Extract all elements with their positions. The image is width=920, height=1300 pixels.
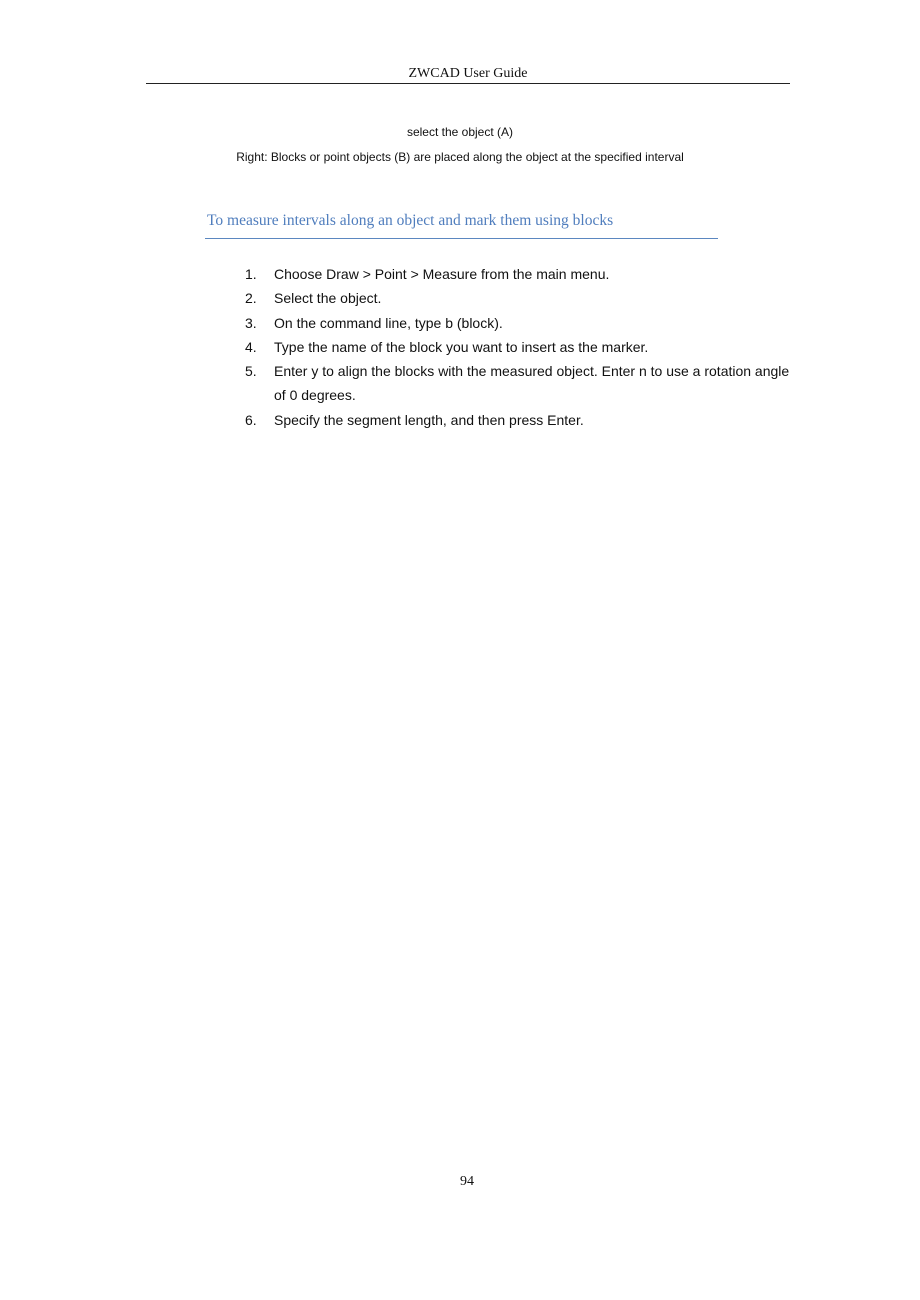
step-text: On the command line, type b (block).	[274, 314, 503, 331]
step-item	[240, 311, 792, 335]
step-text: Choose Draw > Point > Measure from the main menu.	[274, 266, 610, 282]
step-text: Specify the segment length, and then press Enter.	[274, 411, 584, 428]
step-number: 6.	[245, 411, 257, 428]
procedure-steps	[240, 262, 792, 432]
step-text: Type the name of the block you want to insert as the marker.	[274, 338, 649, 355]
step-item	[240, 335, 792, 359]
step-text: Enter y to align the blocks with the measured object. Enter n to use a rotation angle of 0 degrees.	[274, 363, 790, 404]
step-number: 2.	[245, 290, 257, 307]
page-number: 94	[460, 1174, 474, 1189]
figure-caption-line-2: Right: Blocks or point objects (B) are placed along the object at the specified interval	[236, 150, 684, 164]
step-text: Select the object.	[274, 290, 382, 307]
page-header	[146, 64, 790, 84]
step-number: 4.	[245, 338, 257, 355]
step-number: 1.	[245, 266, 257, 282]
document-title: ZWCAD User Guide	[408, 66, 528, 81]
step-number: 5.	[245, 363, 257, 380]
figure-caption-line-1: select the object (A)	[406, 125, 514, 139]
section-heading: To measure intervals along an object and mark them using blocks	[205, 210, 718, 239]
step-number: 3.	[245, 314, 257, 331]
step-item	[240, 359, 792, 408]
step-item	[240, 262, 792, 286]
step-item	[240, 408, 792, 432]
step-item	[240, 286, 792, 310]
